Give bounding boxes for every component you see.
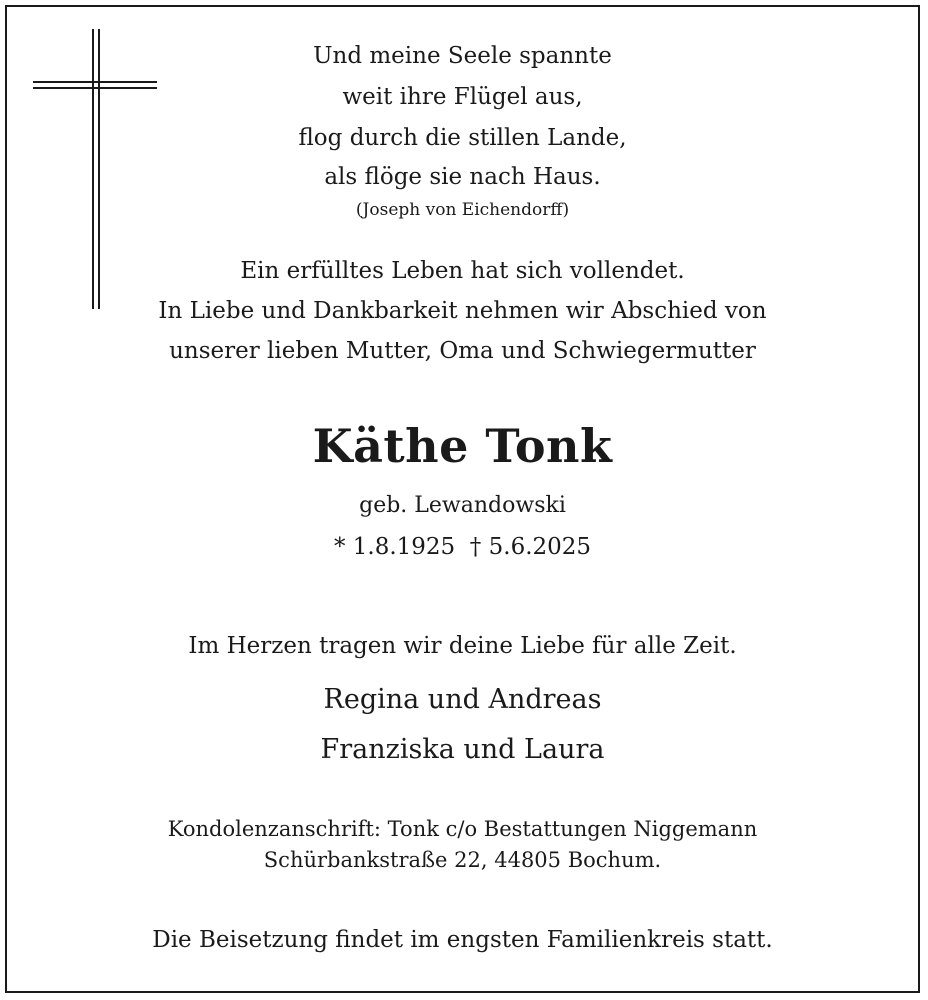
poem-line: weit ihre Flügel aus, <box>342 84 583 110</box>
poem-author: (Joseph von Eichendorff) <box>355 200 570 220</box>
deceased-birth-name: geb. Lewandowski <box>359 493 566 518</box>
poem-line: flog durch die stillen Lande, <box>298 125 627 151</box>
obituary-frame <box>5 5 920 993</box>
intro-line: unserer lieben Mutter, Oma und Schwiegermutter <box>169 338 756 364</box>
condolence-address-line: Schürbankstraße 22, 44805 Bochum. <box>263 848 662 872</box>
intro-line: In Liebe und Dankbarkeit nehmen wir Abschied von <box>158 298 767 324</box>
motto: Im Herzen tragen wir deine Liebe für alle Zeit. <box>188 633 737 659</box>
cross-horizontal-line <box>33 81 157 83</box>
family-line: Regina und Andreas <box>323 684 602 715</box>
intro-line: Ein erfülltes Leben hat sich vollendet. <box>240 258 685 284</box>
poem-line: Und meine Seele spannte <box>313 43 612 69</box>
family-line: Franziska und Laura <box>320 734 605 765</box>
funeral-note: Die Beisetzung findet im engsten Familienkreis statt. <box>152 927 773 953</box>
poem-line: als flöge sie nach Haus. <box>324 164 601 190</box>
condolence-address-line: Kondolenzanschrift: Tonk c/o Bestattungen Niggemann <box>167 817 758 841</box>
deceased-name: Käthe Tonk <box>312 419 613 473</box>
deceased-dates: * 1.8.1925 † 5.6.2025 <box>333 534 592 560</box>
